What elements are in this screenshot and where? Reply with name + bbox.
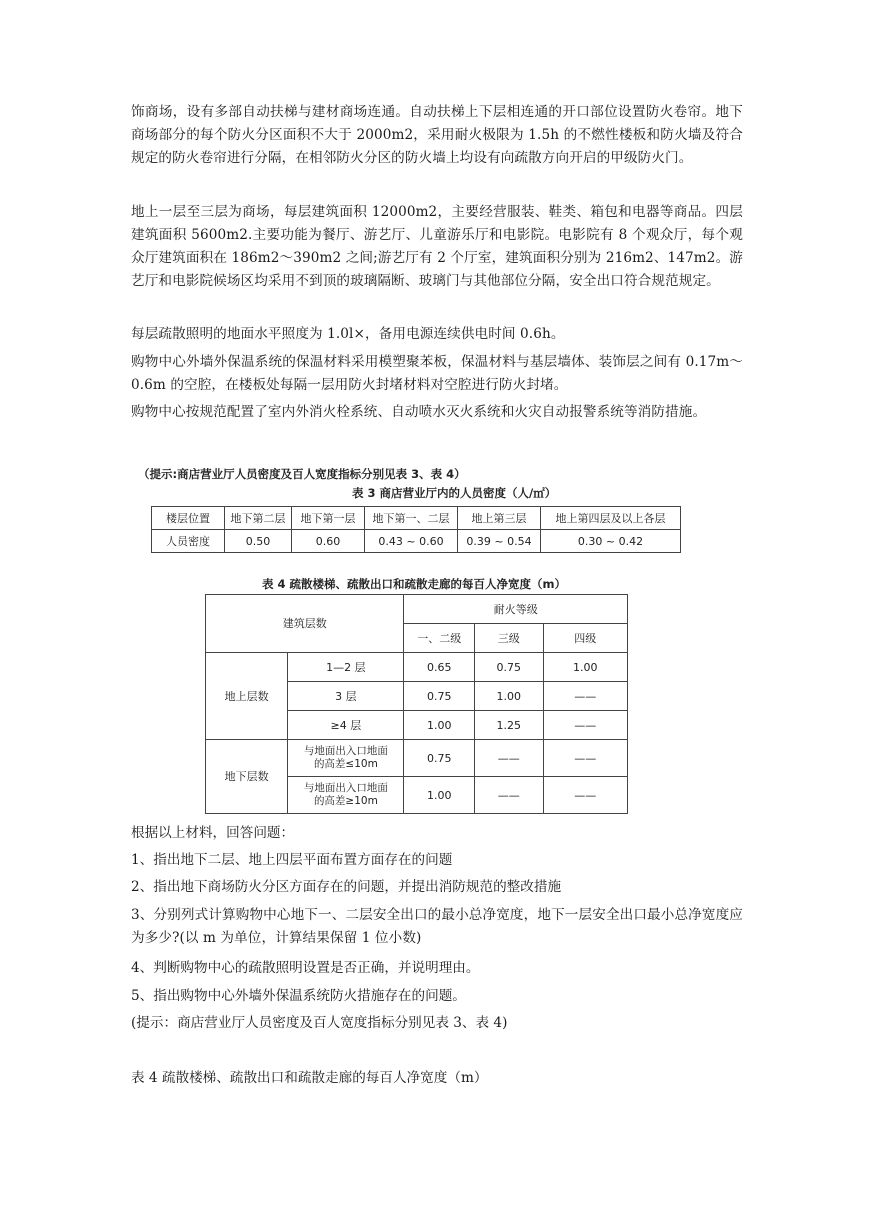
table-cell: —— [543,777,627,814]
table-cell: 三级 [475,624,544,653]
table-cell: 地下第一、二层 [365,507,458,530]
table-cell: 0.50 [225,530,292,553]
figure-hint: （提示:商店营业厅人员密度及百人宽度指标分别见表 3、表 4） [138,467,466,481]
cell-line: 与地面出入口地面 [303,745,388,757]
paragraph-floors: 地上一层至三层为商场，每层建筑面积 12000m2，主要经营服装、鞋类、箱包和电器等商品。四层建筑面积 5600m2.主要功能为餐厅、游艺厅、儿童游乐厅和电影院。电影院有 8 个观众厅，每个观众厅建筑面积在 186m2～390m2 之间;游艺厅有 2 个厅室，建筑面积分别为 216m2、147m2。游艺厅和电影院候场区均采用不到顶的玻璃隔断、玻璃门与其他部位分隔，安全出口符合规范规定。 [131,204,743,289]
table-cell: —— [543,711,627,740]
table-cell: 1—2 层 [288,653,404,682]
table-cell: —— [475,777,544,814]
table-cell: 1.00 [543,653,627,682]
table-cell: 0.75 [404,740,475,777]
table-cell: 0.75 [404,682,475,711]
question-4: 4、判断购物中心的疏散照明设置是否正确，并说明理由。 [131,960,480,976]
table-cell: —— [543,740,627,777]
paragraph-fire-systems: 购物中心按规范配置了室内外消火栓系统、自动喷水灭火系统和火灾自动报警系统等消防措施。 [131,404,707,420]
table-cell: 人员密度 [152,530,225,553]
table-cell: 0.30 ~ 0.42 [541,530,681,553]
table-cell: 3 层 [288,682,404,711]
table-cell [288,740,404,777]
table-cell: 地下第二层 [225,507,292,530]
table-cell: 建筑层数 [206,595,404,653]
question-5: 5、指出购物中心外墙外保温系统防火措施存在的问题。 [131,988,466,1004]
table-cell [288,777,404,814]
cell-line: 的高差≤10m [313,758,378,770]
table-row [152,530,681,553]
paragraph-lighting: 每层疏散照明的地面水平照度为 1.0l×，备用电源连续供电时间 0.6h。 [131,326,565,342]
table-cell: 地上第三层 [458,507,541,530]
table-cell: 1.00 [404,711,475,740]
cell-line: 与地面出入口地面 [303,782,388,794]
table-cell: 0.65 [404,653,475,682]
paragraph-insulation: 购物中心外墙外保温系统的保温材料采用模塑聚苯板，保温材料与基层墙体、装饰层之间有 0.17m～0.6m 的空腔，在楼板处每隔一层用防火封堵材料对空腔进行防火封堵。 [131,354,743,393]
question-1: 1、指出地下二层、地上四层平面布置方面存在的问题 [131,852,453,868]
table-cell: —— [543,682,627,711]
table-cell: 1.00 [475,682,544,711]
table-row [206,653,628,682]
table-cell: 0.43 ~ 0.60 [365,530,458,553]
table4-caption: 表 4 疏散楼梯、疏散出口和疏散走廊的每百人净宽度（m） [262,577,566,591]
footer-caption: 表 4 疏散楼梯、疏散出口和疏散走廊的每百人净宽度（m） [131,1070,488,1086]
table-row [206,595,628,624]
table3-caption: 表 3 商店营业厅内的人员密度（人/㎡） [352,486,557,500]
table-cell: 四级 [543,624,627,653]
table-row [206,740,628,777]
table-cell: 地上层数 [206,653,288,740]
paragraph-mall-layout: 饰商场，设有多部自动扶梯与建材商场连通。自动扶梯上下层相连通的开口部位设置防火卷帘。地下商场部分的每个防火分区面积不大于 2000m2，采用耐火极限为 1.5h 的不燃性楼板和防火墙及符合规定的防火卷帘进行分隔，在相邻防火分区的防火墙上均设有向疏散方向开启的甲级防火门。 [131,104,743,166]
questions-tip: (提示：商店营业厅人员密度及百人宽度指标分别见表 3、表 4) [131,1015,508,1031]
cell-line: 的高差≥10m [313,795,378,807]
table-cell: 1.25 [475,711,544,740]
question-3: 3、分别列式计算购物中心地下一、二层安全出口的最小总净宽度，地下一层安全出口最小总净宽度应为多少?(以 m 为单位，计算结果保留 1 位小数) [131,907,743,946]
table-cell: 地下层数 [206,740,288,814]
table-cell: 楼层位置 [152,507,225,530]
table-cell: —— [475,740,544,777]
table-cell: 0.75 [475,653,544,682]
table-cell: 地上第四层及以上各层 [541,507,681,530]
table-cell: 1.00 [404,777,475,814]
table4-width [205,594,628,814]
table-cell: ≥4 层 [288,711,404,740]
questions-lead: 根据以上材料，回答问题： [131,825,295,841]
table-row [152,507,681,530]
table-cell: 0.60 [292,530,365,553]
table-cell: 地下第一层 [292,507,365,530]
table-cell: 0.39 ~ 0.54 [458,530,541,553]
table-cell: 耐火等级 [404,595,628,624]
question-2: 2、指出地下商场防火分区方面存在的问题，并提出消防规范的整改措施 [131,879,562,895]
table3-density [151,506,681,553]
table-cell: 一、二级 [404,624,475,653]
